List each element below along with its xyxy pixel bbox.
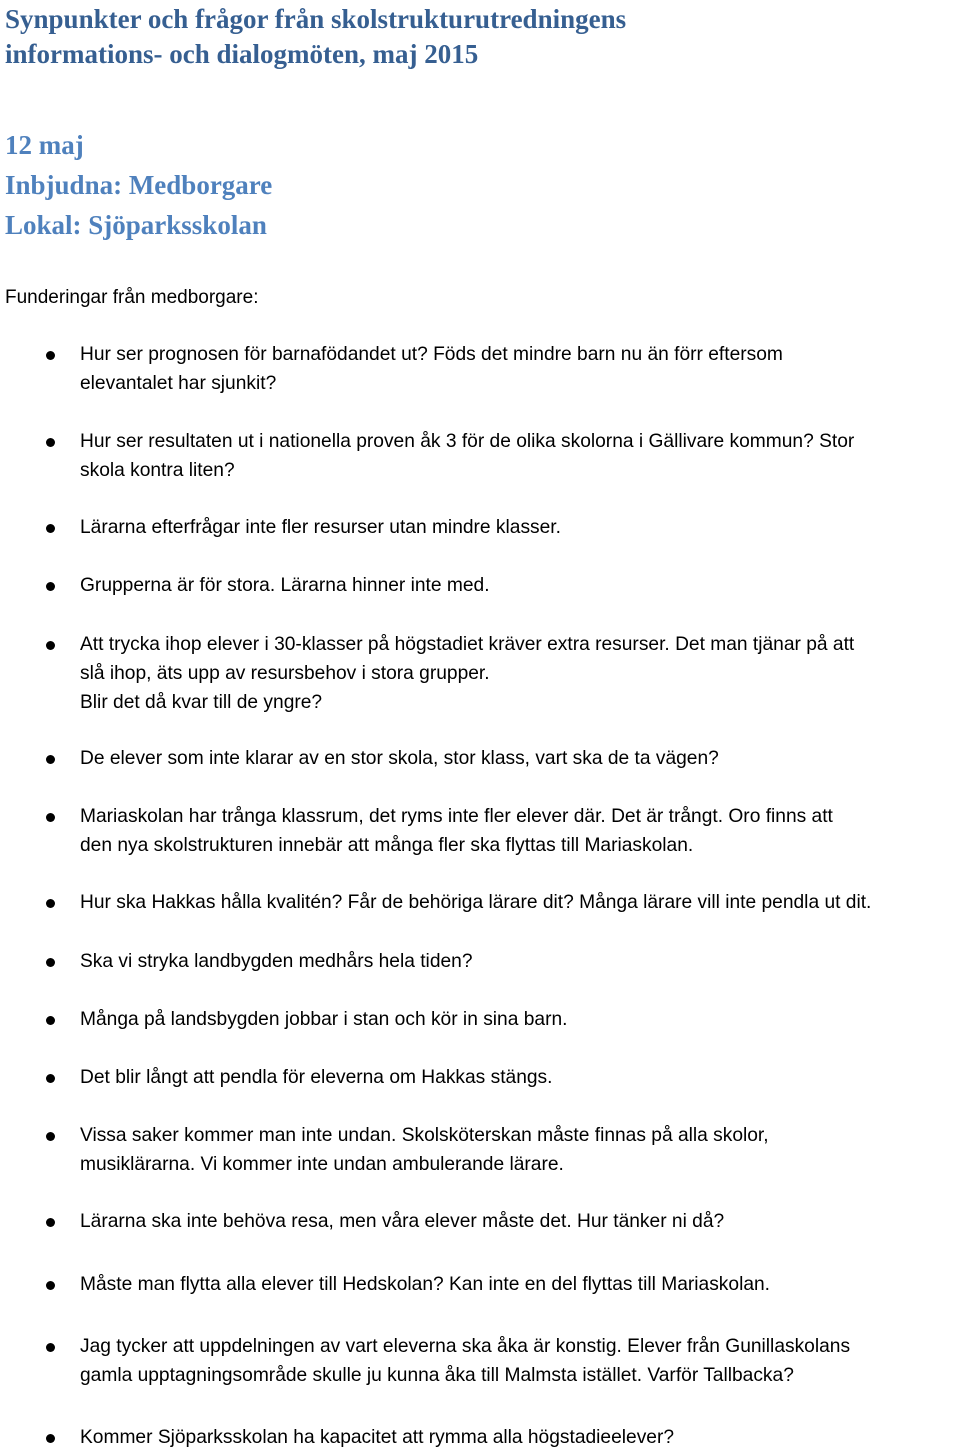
list-item-text: Hur ser prognosen för barnafödandet ut? Föds det mindre barn nu än förr eftersom (80, 344, 783, 365)
list-item (80, 745, 958, 774)
bullet-icon (46, 1434, 55, 1443)
bullet-icon (46, 813, 55, 822)
bullet-icon (46, 582, 55, 591)
list-item-text: Att trycka ihop elever i 30-klasser på högstadiet kräver extra resurser. Det man tjänar på att (80, 634, 855, 655)
list-item (80, 1122, 958, 1180)
meeting-venue: Lokal: Sjöparksskolan (5, 210, 267, 240)
bullet-icon (46, 438, 55, 447)
bullet-icon (46, 1281, 55, 1290)
list-item-text: Blir det då kvar till de yngre? (80, 691, 323, 713)
list-item (80, 1208, 958, 1237)
bullet-icon (46, 641, 55, 650)
list-item-text: Många på landsbygden jobbar i stan och kör in sina barn. (80, 1009, 568, 1030)
list-item (80, 1333, 958, 1391)
list-item (80, 889, 958, 918)
list-item-text: musiklärarna. Vi kommer inte undan ambulerande lärare. (80, 1153, 564, 1175)
bullet-icon (46, 958, 55, 967)
bullet-icon (46, 1016, 55, 1025)
list-item-text: Hur ska Hakkas hålla kvalitén? Får de behöriga lärare dit? Många lärare vill inte pendla ut dit. (80, 892, 872, 913)
bullet-icon (46, 899, 55, 908)
bullet-icon (46, 1343, 55, 1352)
list-item-text: Ska vi stryka landbygden medhårs hela tiden? (80, 951, 473, 972)
bullet-icon (46, 1132, 55, 1141)
list-item (80, 803, 958, 861)
list-item-text: den nya skolstrukturen innebär att många fler ska flyttas till Mariaskolan. (80, 834, 694, 856)
document-title-line-2: informations- och dialogmöten, maj 2015 (5, 39, 479, 69)
document-title-line-1: Synpunkter och frågor från skolstrukturutredningens (5, 4, 627, 34)
list-item (80, 514, 958, 543)
bullet-icon (46, 1074, 55, 1083)
bullet-icon (46, 524, 55, 533)
list-item (80, 341, 958, 399)
meeting-invited: Inbjudna: Medborgare (5, 170, 273, 200)
list-item-text: slå ihop, äts upp av resursbehov i stora grupper. (80, 662, 490, 684)
meeting-date: 12 maj (5, 130, 84, 160)
list-item (80, 948, 958, 977)
list-item (80, 1424, 958, 1453)
list-item-text: Jag tycker att uppdelningen av vart eleverna ska åka är konstig. Elever från Gunillaskolans (80, 1336, 851, 1357)
list-item-text: Hur ser resultaten ut i nationella proven åk 3 för de olika skolorna i Gällivare kommun? Stor (80, 431, 855, 452)
list-item (80, 631, 958, 717)
list-item-text: De elever som inte klarar av en stor skola, stor klass, vart ska de ta vägen? (80, 748, 719, 769)
list-item (80, 1006, 958, 1035)
intro-text: Funderingar från medborgare: (5, 287, 259, 308)
list-item-text: Måste man flytta alla elever till Hedskolan? Kan inte en del flyttas till Mariaskolan. (80, 1274, 771, 1295)
list-item-text: Lärarna ska inte behöva resa, men våra elever måste det. Hur tänker ni då? (80, 1211, 725, 1232)
list-item (80, 1064, 958, 1093)
bullet-icon (46, 351, 55, 360)
list-item (80, 428, 958, 486)
list-item-text: elevantalet har sjunkit? (80, 372, 277, 394)
list-item-text: skola kontra liten? (80, 459, 235, 481)
list-item-text: Kommer Sjöparksskolan ha kapacitet att rymma alla högstadieelever? (80, 1427, 675, 1448)
list-item (80, 572, 958, 601)
list-item-text: gamla upptagningsområde skulle ju kunna åka till Malmsta istället. Varför Tallbacka? (80, 1364, 794, 1386)
list-item-text: Det blir långt att pendla för eleverna om Hakkas stängs. (80, 1067, 553, 1088)
bullet-icon (46, 755, 55, 764)
list-item-text: Mariaskolan har trånga klassrum, det ryms inte fler elever där. Det är trångt. Oro finns att (80, 806, 833, 827)
list-item-text: Vissa saker kommer man inte undan. Skolsköterskan måste finnas på alla skolor, (80, 1125, 769, 1146)
list-item-text: Lärarna efterfrågar inte fler resurser utan mindre klasser. (80, 517, 561, 538)
list-item (80, 1271, 958, 1300)
list-item-text: Grupperna är för stora. Lärarna hinner inte med. (80, 575, 490, 596)
bullet-icon (46, 1218, 55, 1227)
